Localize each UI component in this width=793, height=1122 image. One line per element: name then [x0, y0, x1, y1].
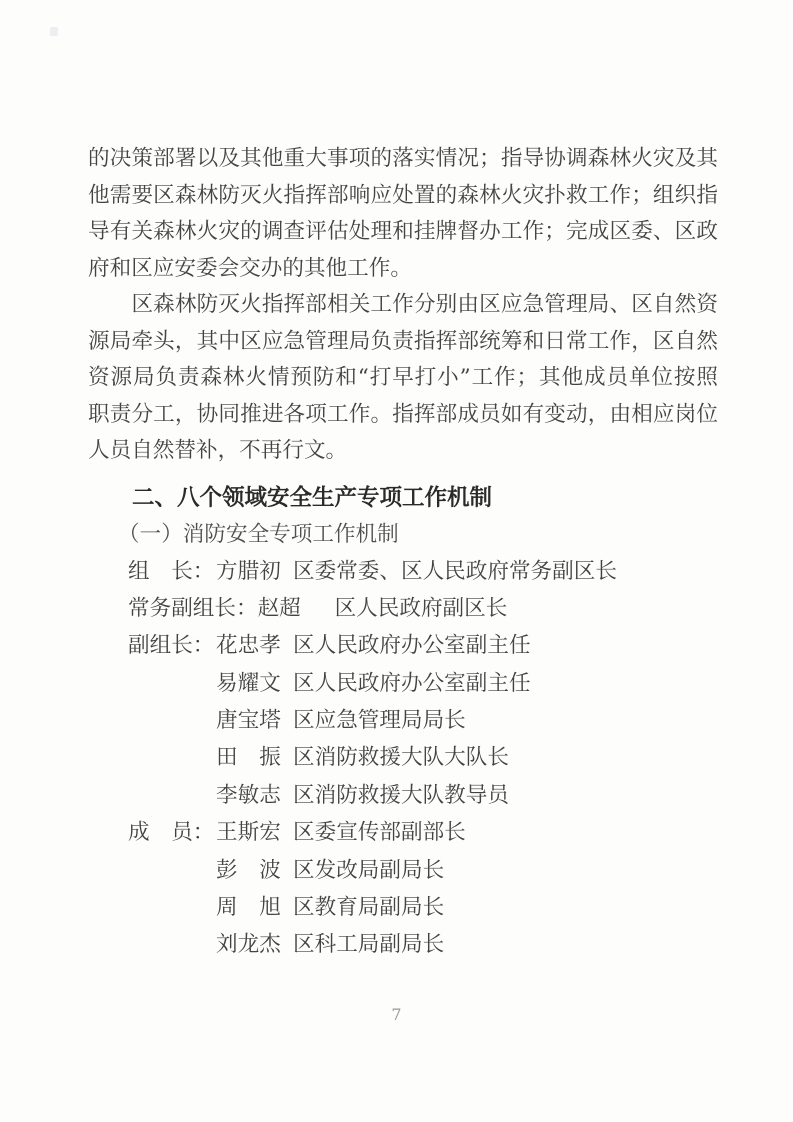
roster-person-title: 区人民政府办公室副主任: [293, 670, 531, 696]
roster-person-title: 区科工局副局长: [293, 932, 445, 958]
roster-person-title: 区人民政府副区长: [334, 595, 508, 621]
roster-person-title: 区人民政府办公室副主任: [293, 633, 531, 659]
roster-role-label: [128, 739, 216, 776]
text-line: 导有关森林火灾的调查评估处理和挂牌督办工作；完成区委、区政: [88, 219, 718, 244]
roster-role-label: [128, 702, 216, 739]
text-line: 源局牵头，其中区应急管理局负责指挥部统筹和日常工作，区自然: [88, 328, 718, 354]
paragraph-forest-fire-duties: [88, 141, 718, 287]
roster-role-label: 成 员：: [128, 820, 215, 846]
text-line: 区森林防灭火指挥部相关工作分别由区应急管理局、区自然资: [88, 292, 718, 317]
roster-person-name: 李敏志: [216, 782, 281, 808]
roster-person-name: 花忠孝: [216, 633, 281, 659]
roster-person-name: 方腊初: [216, 558, 281, 584]
roster-row: [88, 777, 718, 814]
text-line: 他需要区森林防灭火指挥部响应处置的森林火灾扑救工作；组织指: [88, 182, 718, 208]
roster-row: [88, 739, 718, 776]
roster-person-title: 区消防救援大队大队长: [293, 745, 509, 771]
roster-role-label: [128, 777, 216, 814]
page-number: 7: [391, 1005, 402, 1024]
roster-row: [88, 852, 718, 889]
roster-person-title: 区委常委、区人民政府常务副区长: [293, 558, 617, 584]
roster-role-label: [128, 852, 216, 889]
text-line: 人员自然替补，不再行文。: [88, 438, 348, 463]
roster-person-name: 赵超: [257, 595, 301, 621]
roster-row: [88, 553, 718, 590]
roster-row: [88, 889, 718, 926]
roster-person-name: 田 振: [216, 745, 281, 771]
roster-role-label: [128, 926, 216, 963]
roster-person-title: 区委宣传部副部长: [293, 820, 466, 846]
roster-person-name: 周 旭: [216, 895, 281, 921]
roster-role-label: 常务副组长：: [128, 595, 258, 621]
roster-person-name: 唐宝塔: [216, 708, 281, 734]
roster-row: [88, 814, 718, 851]
roster-row: [88, 926, 718, 963]
roster-person-title: 区消防救援大队教导员: [293, 782, 509, 808]
text-line: 职责分工，协同推进各项工作。指挥部成员如有变动，由相应岗位: [88, 401, 718, 427]
roster-role-label: 副组长：: [128, 633, 215, 659]
paragraph-forest-fire-leadership: [88, 287, 718, 470]
roster-role-label: [128, 889, 216, 926]
section-heading: 二、八个领域安全生产专项工作机制: [132, 484, 493, 511]
roster-role-label: [128, 665, 216, 702]
fire-safety-roster: [88, 553, 718, 964]
page-content: [88, 141, 718, 964]
roster-person-title: 区发改局副局长: [293, 857, 445, 883]
roster-row: [88, 627, 718, 664]
roster-role-label: 组 长：: [128, 558, 215, 584]
text-line: 府和区应安委会交办的其他工作。: [88, 255, 412, 281]
roster-person-name: 易耀文: [216, 670, 281, 696]
roster-person-name: 彭 波: [216, 857, 281, 883]
roster-person-name: 王斯宏: [216, 820, 281, 846]
text-line: 的决策部署以及其他重大事项的落实情况；指导协调森林火灾及其: [88, 146, 718, 171]
roster-row: [88, 702, 718, 739]
roster-row: [88, 665, 718, 702]
roster-person-title: 区教育局副局长: [293, 895, 445, 921]
scan-artifact: [50, 27, 58, 36]
roster-row: [88, 590, 718, 627]
roster-person-name: 刘龙杰: [216, 932, 281, 958]
roster-person-title: 区应急管理局局长: [293, 708, 466, 734]
subsection-heading: （一）消防安全专项工作机制: [118, 521, 399, 547]
text-line: 资源局负责森林火情预防和“打早打小”工作；其他成员单位按照: [88, 365, 718, 390]
